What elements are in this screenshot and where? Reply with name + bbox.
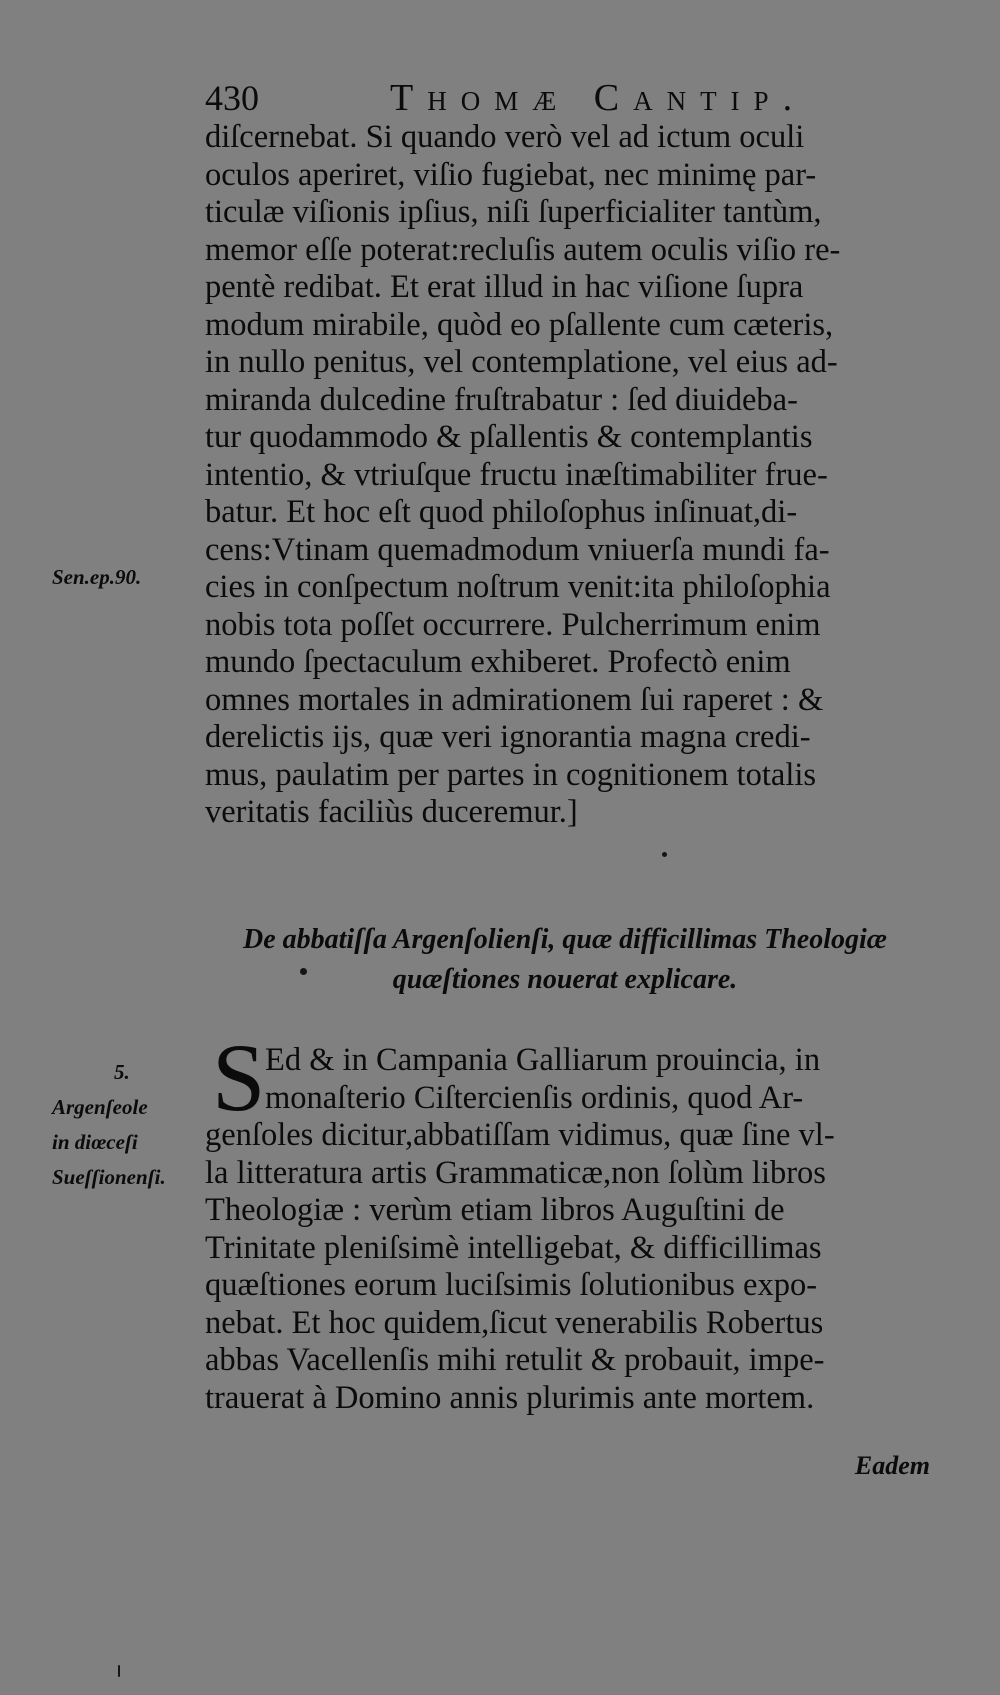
ink-speck [662,852,667,857]
text-line: cies in conſpectum noſtrum venit:ita philoſophia [205,569,831,605]
text-line: quæſtiones eorum luciſsimis ſolutionibus expo- [205,1267,818,1303]
text-line: miranda dulcedine fruſtrabatur : ſed diuideba- [205,381,798,418]
text-line: mus, paulatim per partes in cognitionem totalis [205,756,817,793]
margin-note-line: 5. [114,1060,130,1084]
section-heading [205,920,925,1000]
text-line: genſoles dicitur,abbatiſſam vidimus, quæ ſine vl- [205,1117,835,1153]
catchword: Eadem [854,1451,930,1480]
margin-note-line: in diœceſi [52,1130,138,1154]
margin-note-line: Sen.ep.90. [52,565,142,589]
text-line: nebat. Et hoc quidem,ſicut venerabilis Robertus [205,1304,824,1341]
margin-note-place [52,1055,222,1195]
text-line: abbas Vacellenſis mihi retulit & probauit, impe- [205,1342,825,1378]
text-line: veritatis faciliùs duceremur.] [205,794,578,830]
text-line: pentè redibat. Et erat illud in hac viſione ſupra [205,269,804,305]
heading-line: De abbatiſſa Argenſolienſi, quæ difficillimas Theologiæ [243,924,887,955]
text-line: omnes mortales in admirationem ſui raperet : & [205,681,824,718]
text-line: nobis tota poſſet occurrere. Pulcherrimum enim [205,606,821,643]
text-line: diſcernebat. Si quando verò vel ad ictum oculi [205,119,805,155]
drop-cap: S [212,1024,266,1131]
text-line: derelictis ijs, quæ veri ignorantia magna credi- [205,719,811,755]
text-line: mundo ſpectaculum exhiberet. Profectò enim [205,644,791,680]
text-line: ticulæ viſionis ipſius, niſi ſuperficialiter tantùm, [205,194,822,230]
text-line: monaſterio Ciſtercienſis ordinis, quod Ar- [265,1079,804,1116]
page-number: 430 [205,78,259,118]
text-line: intentio, & vtriuſque fructu inæſtimabiliter frue- [205,456,828,493]
text-line: trauerat à Domino annis plurimis ante mortem. [205,1379,815,1416]
text-line: Trinitate pleniſsimè intelligebat, & difficillimas [205,1229,822,1266]
margin-note-line: Argenſeole [52,1095,148,1119]
text-line: memor eſſe poterat:recluſis autem oculis viſio re- [205,231,841,268]
text-line: tur quodammodo & pſallentis & contemplantis [205,419,813,455]
ink-speck [118,1665,120,1677]
text-line: Theologiæ : verùm etiam libros Auguſtini de [205,1192,785,1228]
paragraph-2 [205,1042,925,1417]
running-head [205,78,925,124]
text-line: la litteratura artis Grammaticæ,non ſolùm libros [205,1154,826,1191]
margin-note-line: Sueſſionenſi. [52,1165,166,1189]
text-line: modum mirabile, quòd eo pſallente cum cæteris, [205,306,834,343]
paragraph-1 [205,119,925,832]
text-line: batur. Et hoc eſt quod philoſophus inſinuat,di- [205,494,798,530]
text-line: cens:Vtinam quemadmodum vniuerſa mundi fa- [205,531,830,568]
margin-note-citation [52,560,222,595]
text-line: oculos aperiret, viſio fugiebat, nec minimę par- [205,156,817,193]
text-line: Ed & in Campania Galliarum prouincia, in [265,1042,821,1078]
heading-line: quæſtiones nouerat explicare. [392,964,738,995]
text-line: in nullo penitus, vel contemplatione, vel eius ad- [205,344,838,380]
running-title: Thomæ Cantip. [390,77,807,119]
ink-speck [300,968,307,975]
